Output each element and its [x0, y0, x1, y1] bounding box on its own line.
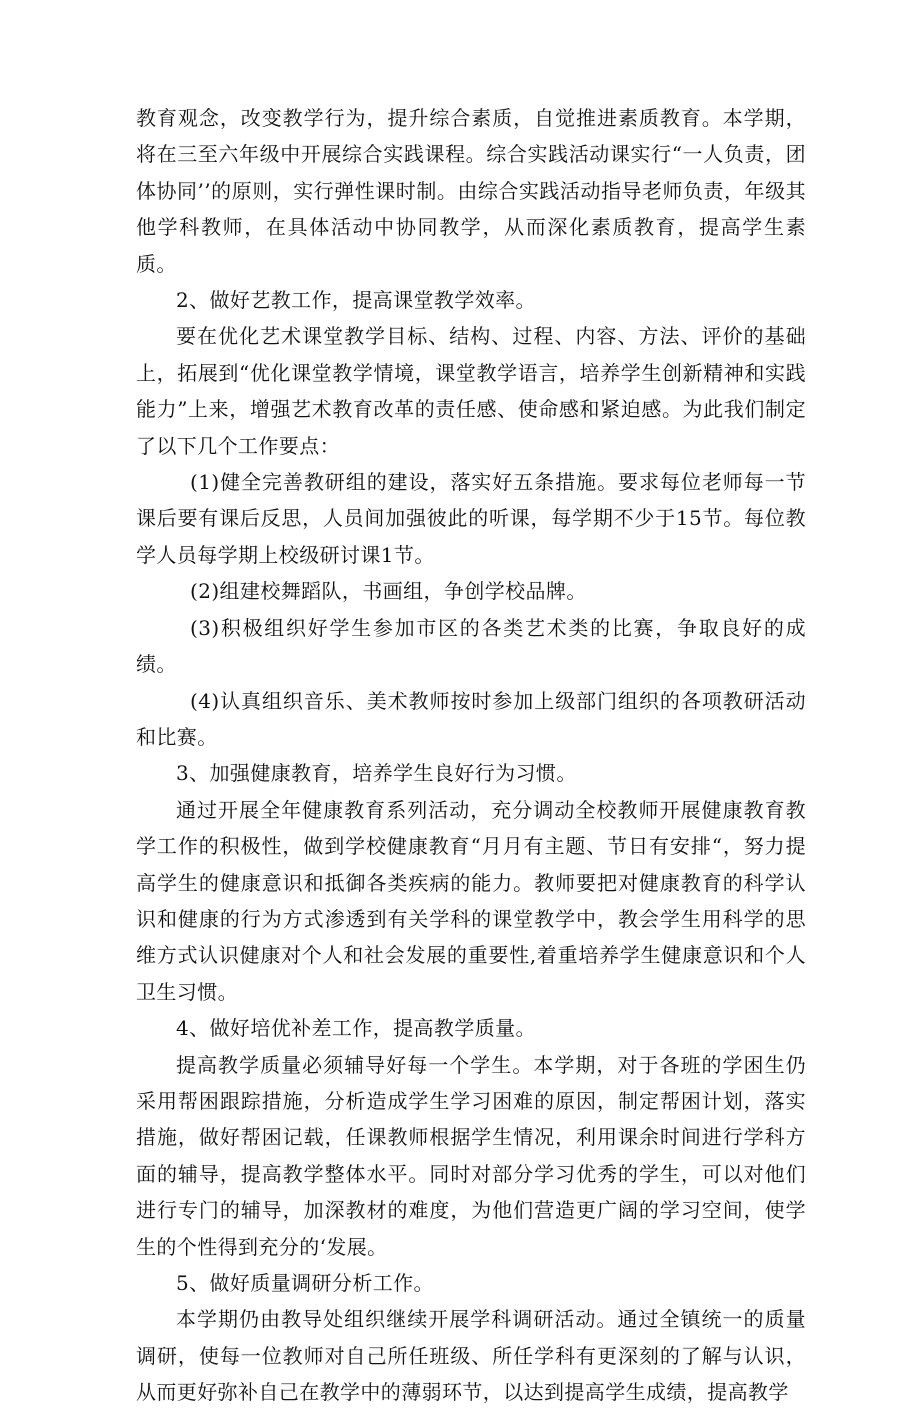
- list-item-2: (2)组建校舞蹈队，书画组，争创学校品牌。: [190, 579, 587, 604]
- section-heading-4: 4、做好培优补差工作，提高教学质量。: [176, 1016, 536, 1041]
- list-item-3: (3)积极组织好学生参加市区的各类艺术类的比赛，争取良好的成绩。: [136, 615, 806, 677]
- paragraph: 通过开展全年健康教育系列活动，充分调动全校教师开展健康教育教学工作的积极性，做到学校健康教育“月月有主题、节日有安排“，努力提高学生的健康意识和抵御各类疾病的能力。教师要把对健康教育的科学认识和健康的行为方式渗透到有关学科的课堂教学中，教会学生用科学的思维方式认识健康对个人和社会发展的重要性,着重培养学生健康意识和个人卫生习惯。: [136, 797, 806, 1004]
- section-heading-3: 3、加强健康教育，培养学生良好行为习惯。: [176, 761, 577, 786]
- paragraph: 要在优化艺术课堂教学目标、结构、过程、内容、方法、评价的基础上，拓展到“优化课堂教学情境，课堂教学语言，培养学生创新精神和实践能力”上来，增强艺术教育改革的责任感、使命感和紧迫感。为此我们制定了以下几个工作要点：: [136, 324, 806, 458]
- list-item-1: (1)健全完善教研组的建设，落实好五条措施。要求每位老师每一节课后要有课后反思，人员间加强彼此的听课，每学期不少于15节。每位教学人员每学期上校级研讨课1节。: [136, 470, 806, 567]
- section-heading-5: 5、做好质量调研分析工作。: [176, 1271, 434, 1295]
- paragraph: 本学期仍由教导处组织继续开展学科调研活动。通过全镇统一的质量调研，使每一位教师对自己所任班级、所任学科有更深刻的了解与认识，从而更好弥补自己在教学中的薄弱环节，以达到提高学生成绩，提高教学: [136, 1307, 806, 1405]
- document-body: [136, 100, 806, 1411]
- paragraph: 提高教学质量必须辅导好每一个学生。本学期，对于各班的学困生仍采用帮困跟踪措施，分析造成学生学习困难的原因，制定帮困计划，落实措施，做好帮困记载，任课教师根据学生情况，利用课余时间进行学科方面的辅导，提高教学整体水平。同时对部分学习优秀的学生，可以对他们进行专门的辅导，加深教材的难度，为他们营造更广阔的学习空间，使学生的个性得到充分的‘发展。: [136, 1052, 806, 1259]
- paragraph-continuation: 教育观念，改变教学行为，提升综合素质，自觉推进素质教育。本学期，将在三至六年级中开展综合实践课程。综合实践活动课实行“一人负责，团体协同’’的原则，实行弹性课时制。由综合实践活动指导老师负责，年级其他学科教师，在具体活动中协同教学，从而深化素质教育，提高学生素质。: [136, 106, 806, 276]
- list-item-4: (4)认真组织音乐、美术教师按时参加上级部门组织的各项教研活动和比赛。: [136, 688, 806, 749]
- section-heading-2: 2、做好艺教工作，提高课堂教学效率。: [176, 288, 536, 313]
